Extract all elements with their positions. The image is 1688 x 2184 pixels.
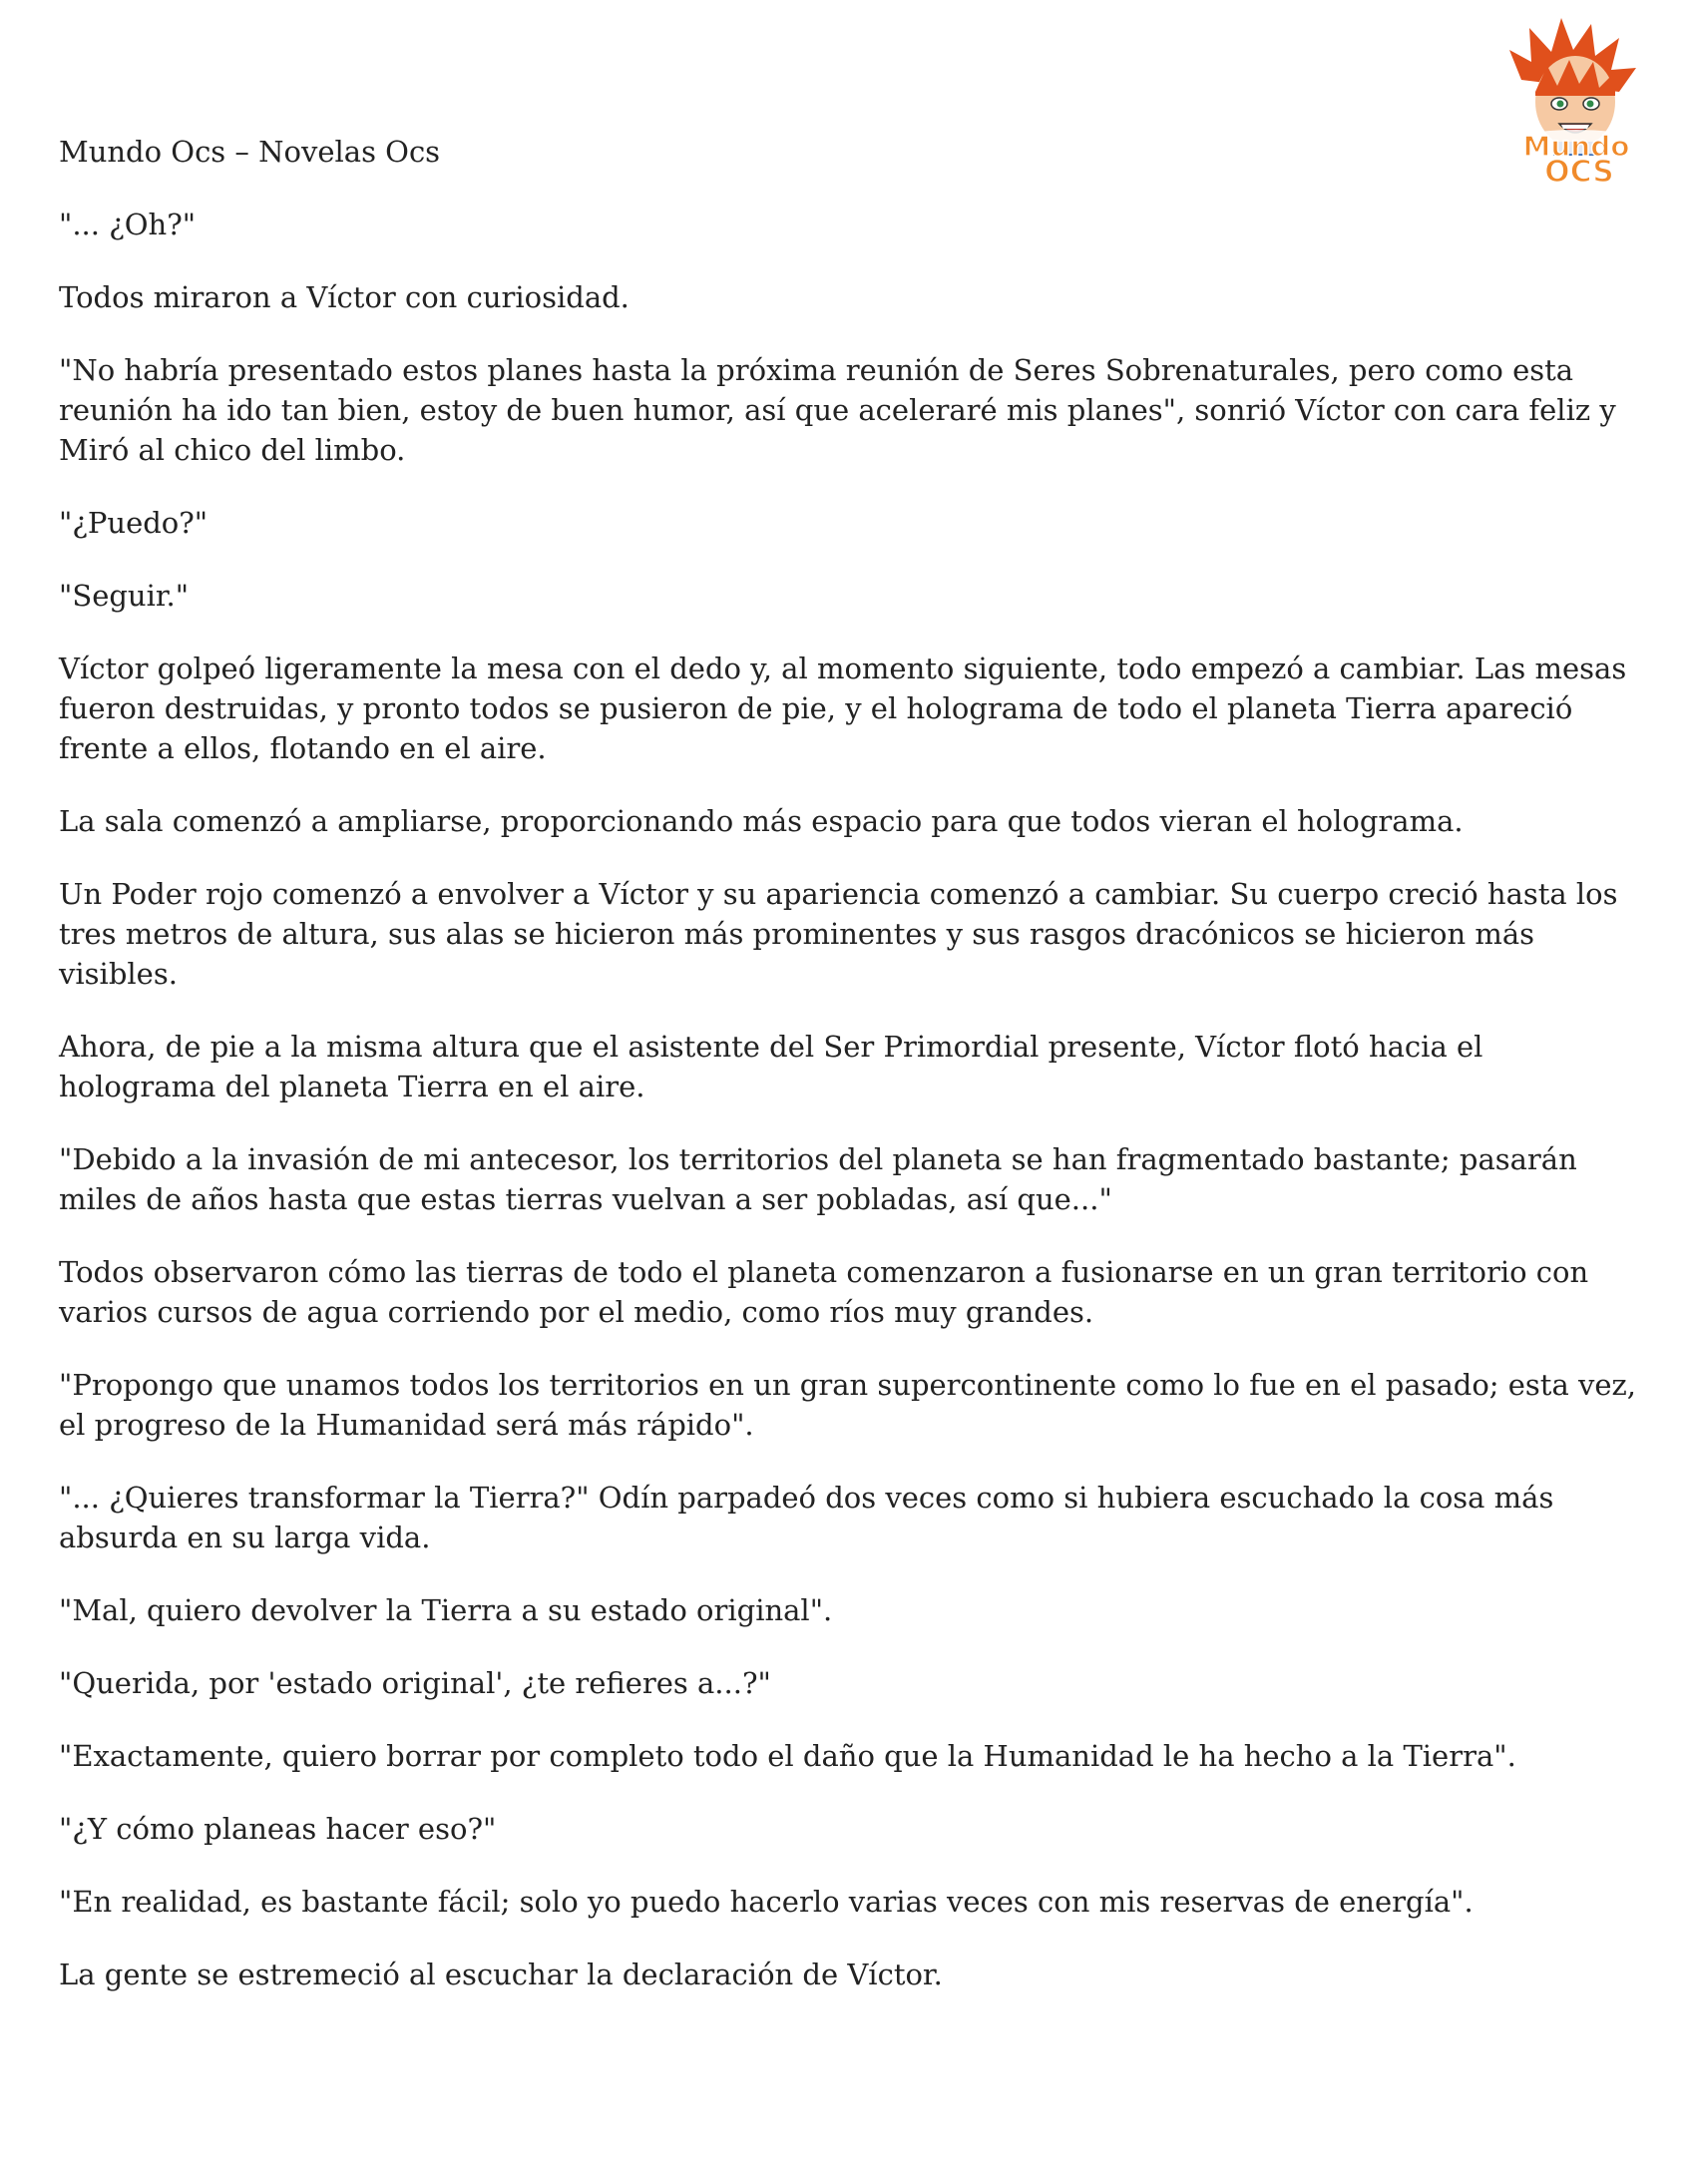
svg-text:OCS: OCS	[1544, 155, 1614, 185]
paragraph: Un Poder rojo comenzó a envolver a Víctor y su apariencia comenzó a cambiar. Su cuerpo creció hasta los tres metros de altura, sus alas se hicieron más prominentes y sus rasgos dracónicos se hicieron más visibles.	[59, 877, 1618, 991]
site-title: Mundo Ocs – Novelas Ocs	[59, 135, 441, 169]
paragraph: "No habría presentado estos planes hasta la próxima reunión de Seres Sobrenaturales, pero como esta reunión ha ido tan bien, estoy de buen humor, así que aceleraré mis planes", sonrió Víctor con cara feliz y Miró al chico del limbo.	[59, 353, 1616, 467]
paragraph: La sala comenzó a ampliarse, proporcionando más espacio para que todos vieran el holograma.	[59, 804, 1464, 838]
paragraph: La gente se estremeció al escuchar la declaración de Víctor.	[59, 1958, 943, 1991]
paragraph: "... ¿Quieres transformar la Tierra?" Odín parpadeó dos veces como si hubiera escuchado la cosa más absurda en su larga vida.	[59, 1481, 1554, 1554]
paragraph: "En realidad, es bastante fácil; solo yo puedo hacerlo varias veces con mis reservas de energía".	[59, 1885, 1474, 1919]
paragraph: "Exactamente, quiero borrar por completo todo el daño que la Humanidad le ha hecho a la Tierra".	[59, 1739, 1516, 1773]
paragraph: Todos observaron cómo las tierras de todo el planeta comenzaron a fusionarse en un gran territorio con varios cursos de agua corriendo por el medio, como ríos muy grandes.	[59, 1255, 1589, 1329]
paragraph: Todos miraron a Víctor con curiosidad.	[59, 280, 630, 314]
paragraph: Víctor golpeó ligeramente la mesa con el dedo y, al momento siguiente, todo empezó a cambiar. Las mesas fueron destruidas, y pronto todos se pusieron de pie, y el holograma de todo el planeta Tierra apareció frente a ellos, flotando en el aire.	[59, 652, 1627, 765]
paragraph: "¿Y cómo planeas hacer eso?"	[59, 1812, 497, 1846]
document-page	[59, 132, 1645, 2027]
paragraph: "¿Puedo?"	[59, 506, 209, 540]
svg-text:Mundo: Mundo	[1522, 130, 1630, 163]
paragraph: "Debido a la invasión de mi antecesor, los territorios del planeta se han fragmentado bastante; pasarán miles de años hasta que estas tierras vuelvan a ser pobladas, así que..."	[59, 1142, 1577, 1216]
paragraph: "... ¿Oh?"	[59, 208, 197, 241]
paragraph: "Querida, por 'estado original', ¿te refieres a...?"	[59, 1666, 771, 1700]
paragraph: "Seguir."	[59, 579, 190, 613]
paragraph: Ahora, de pie a la misma altura que el asistente del Ser Primordial presente, Víctor flotó hacia el holograma del planeta Tierra en el aire.	[59, 1030, 1483, 1103]
paragraph: "Propongo que unamos todos los territorios en un gran supercontinente como lo fue en el pasado; esta vez, el progreso de la Humanidad será más rápido".	[59, 1368, 1637, 1442]
paragraph: "Mal, quiero devolver la Tierra a su estado original".	[59, 1593, 833, 1627]
